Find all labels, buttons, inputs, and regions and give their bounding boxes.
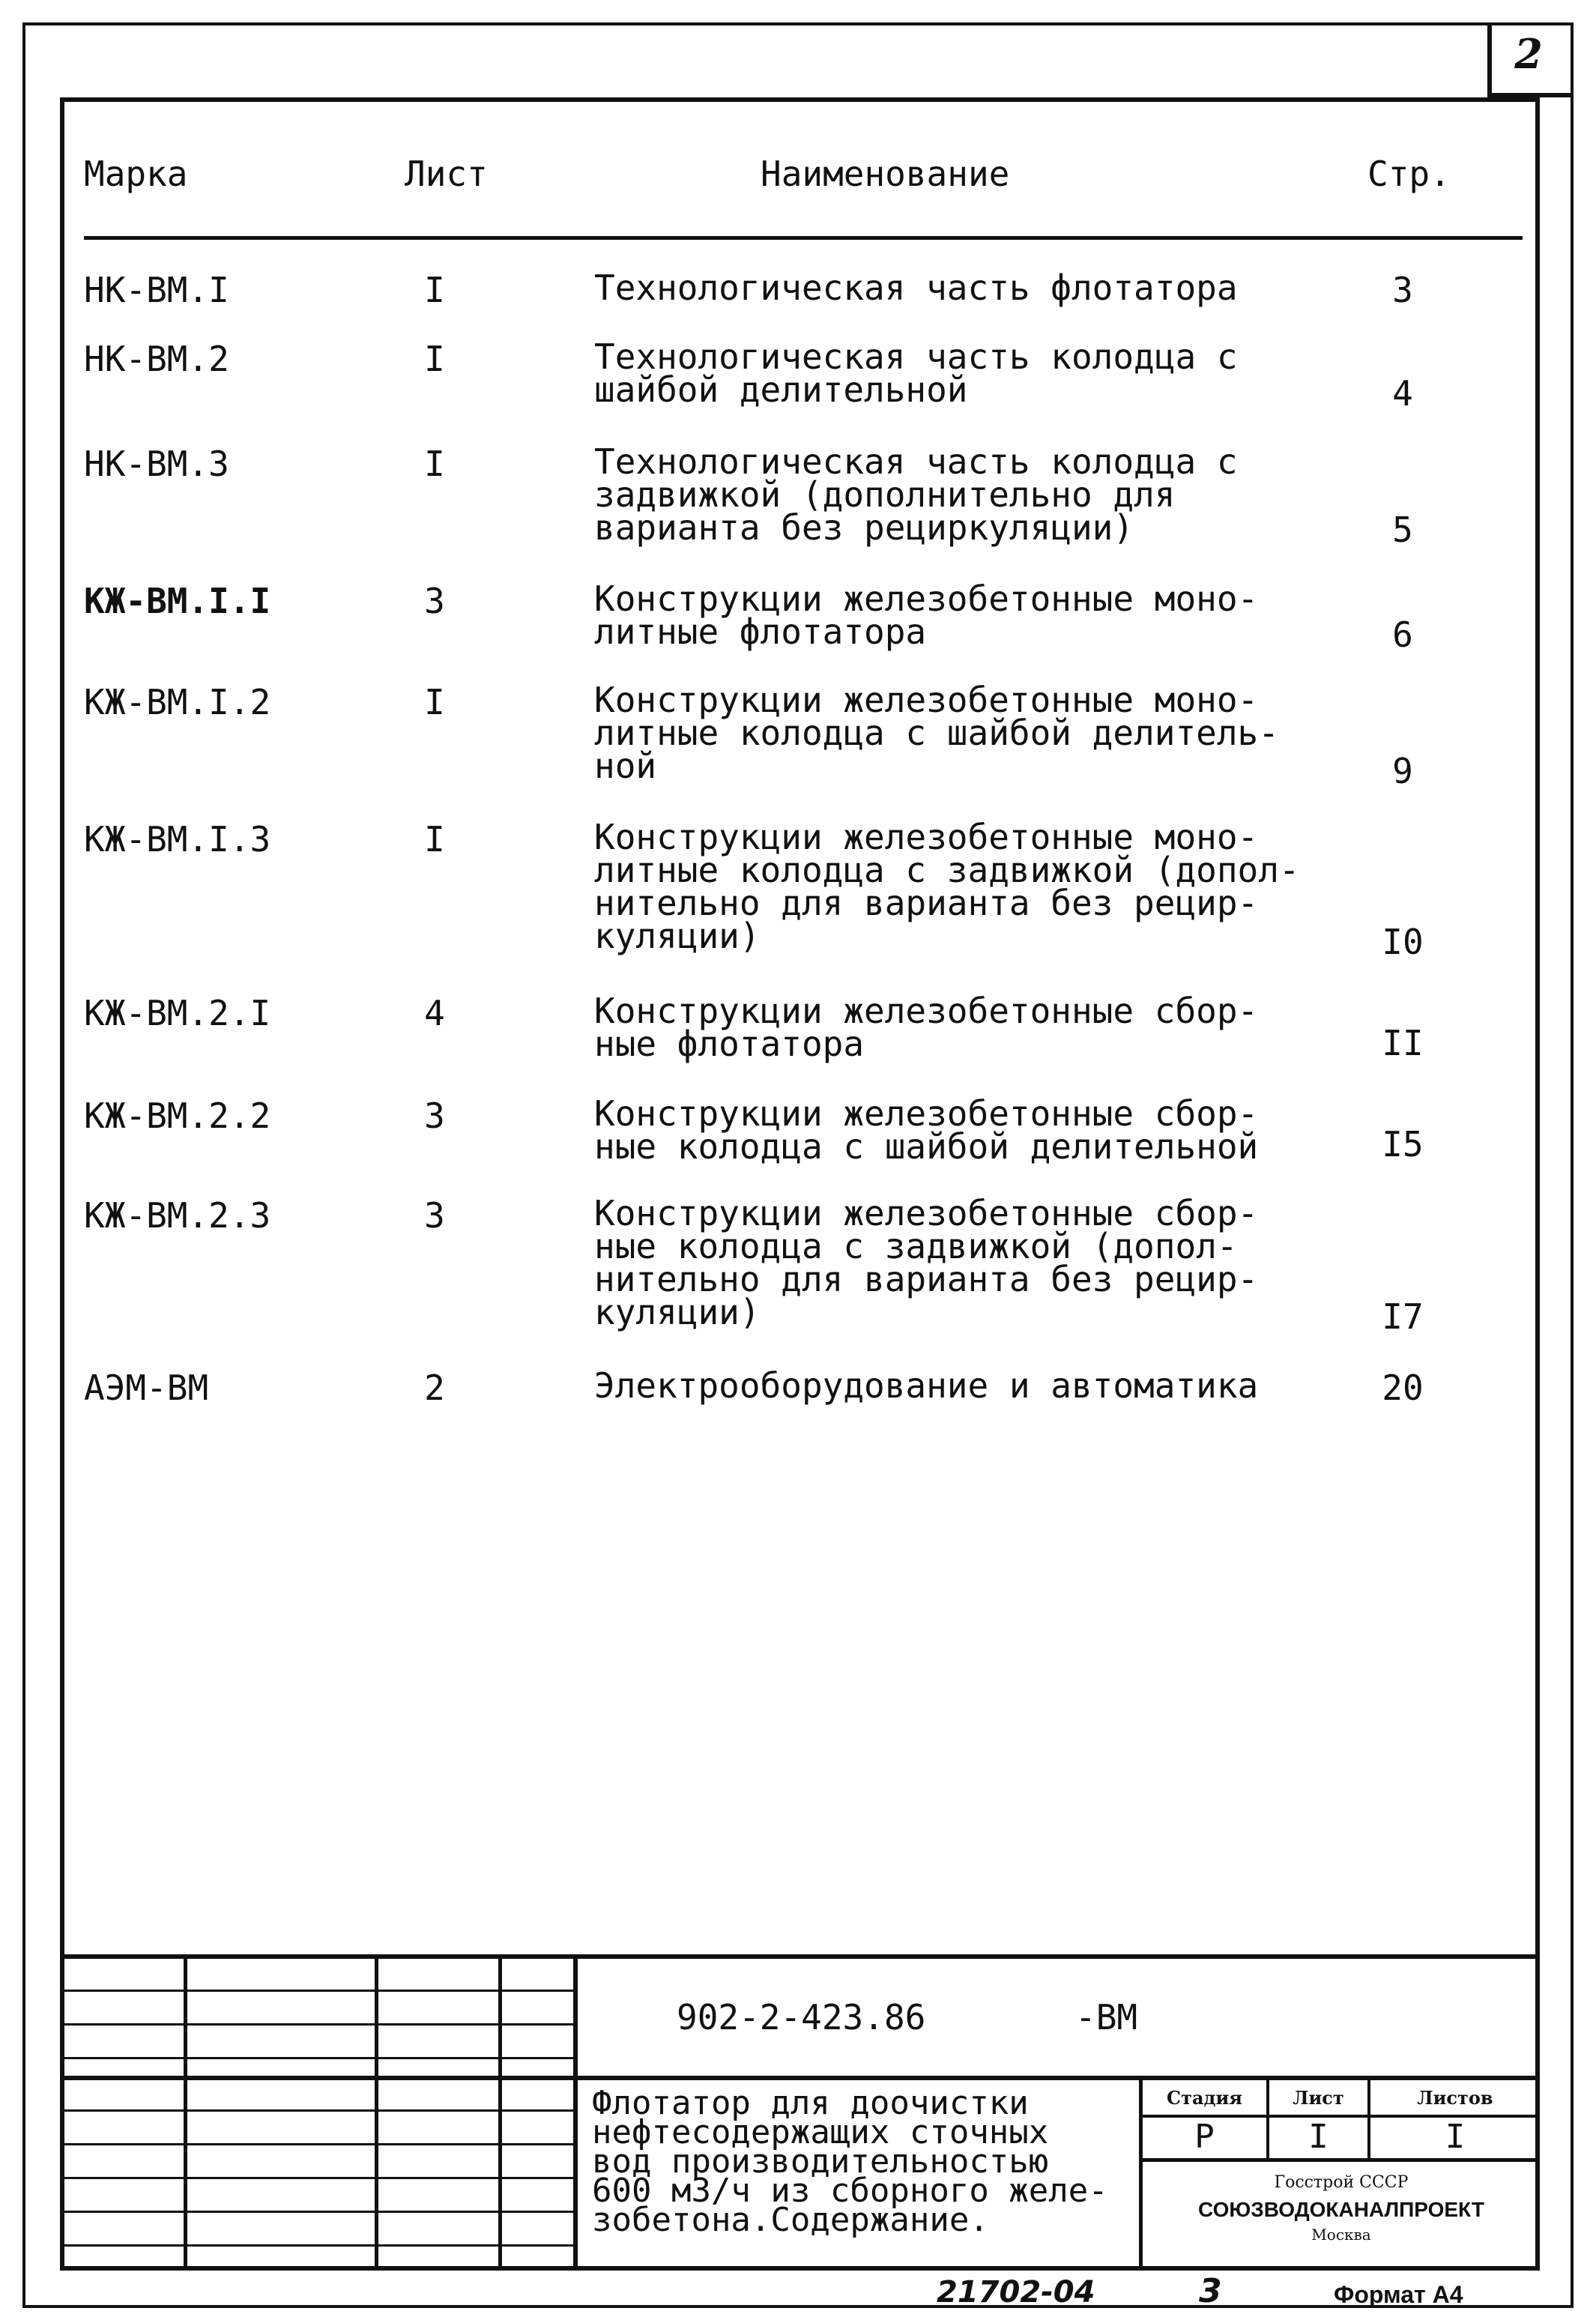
- row-sheet: I: [424, 270, 445, 310]
- row-mark: КЖ-ВМ.I.2: [84, 682, 271, 722]
- doc-suffix: -ВМ: [1075, 1997, 1138, 2037]
- sheet-value: I: [1308, 2118, 1329, 2156]
- org-line1: Госстрой СССР: [1274, 2173, 1409, 2192]
- grid-vline: [498, 1954, 502, 2271]
- row-name: Конструкции железобетонные сбор- ные колодца с задвижкой (допол- нительно для варианта без рецир- куляции): [594, 1193, 1259, 1332]
- inner-frame: [60, 97, 1540, 2271]
- header-divider: [84, 236, 1523, 240]
- grid-vline: [375, 1954, 378, 2271]
- grid-hline: [60, 1990, 577, 1992]
- row-mark: КЖ-ВМ.2.I: [84, 993, 271, 1033]
- row-mark: КЖ-ВМ.I.3: [84, 819, 271, 860]
- row-sheet: I: [424, 819, 445, 860]
- inventory-number: 21702-04: [937, 2275, 1095, 2310]
- stamp-hline: [1139, 2158, 1540, 2162]
- row-page: 6: [1392, 614, 1413, 655]
- grid-hline: [60, 2244, 577, 2247]
- row-sheet: 3: [424, 1195, 445, 1236]
- sheet-label: Лист: [1293, 2087, 1344, 2109]
- row-name: Конструкции железобетонные сбор- ные флотатора: [594, 991, 1259, 1064]
- row-mark: НК-ВМ.3: [84, 444, 229, 484]
- header-page: Стр.: [1367, 154, 1451, 194]
- page-number: 2: [1514, 30, 1543, 78]
- grid-vline: [573, 1954, 578, 2271]
- row-page: I5: [1382, 1124, 1424, 1164]
- header-mark: Марка: [84, 154, 188, 194]
- row-name: Технологическая часть колодца с задвижкой (дополнительно для варианта без рециркуляции): [594, 441, 1238, 548]
- row-page: I0: [1382, 922, 1424, 962]
- copy-number: 3: [1199, 2272, 1222, 2310]
- row-mark: КЖ-ВМ.2.2: [84, 1096, 271, 1136]
- row-page: I7: [1382, 1296, 1424, 1337]
- row-sheet: I: [424, 682, 445, 722]
- row-mark: АЭМ-ВМ: [84, 1368, 209, 1408]
- row-page: 9: [1392, 751, 1413, 791]
- row-name: Технологическая часть флотатора: [594, 268, 1238, 308]
- row-name: Конструкции железобетонные моно- литные колодца с задвижкой (допол- нительно для варианта без рецир- куляции): [594, 817, 1300, 956]
- row-sheet: 2: [424, 1368, 445, 1408]
- row-name: Конструкции железобетонные моно- литные флотатора: [594, 579, 1259, 652]
- row-page: II: [1382, 1023, 1424, 1063]
- grid-hline: [60, 2177, 577, 2179]
- row-mark: НК-ВМ.2: [84, 339, 229, 379]
- doc-code: 902-2-423.86: [677, 1997, 926, 2037]
- format-label: Формат А4: [1334, 2281, 1463, 2308]
- row-sheet: I: [424, 339, 445, 379]
- stage-label: Стадия: [1166, 2087, 1243, 2109]
- org-line2: СОЮЗВОДОКАНАЛПРОЕКТ: [1198, 2198, 1484, 2221]
- grid-vline: [184, 1954, 187, 2271]
- grid-hline: [60, 2057, 577, 2059]
- row-mark: КЖ-ВМ.2.3: [84, 1195, 271, 1236]
- row-mark: КЖ-ВМ.I.I: [84, 581, 271, 621]
- grid-hline: [60, 2109, 577, 2112]
- row-sheet: 3: [424, 581, 445, 621]
- row-page: 20: [1382, 1368, 1424, 1408]
- row-name: Конструкции железобетонные моно- литные колодца с шайбой делитель- ной: [594, 680, 1279, 786]
- stamp-top-border: [60, 1954, 1540, 1959]
- org-line3: Москва: [1311, 2226, 1371, 2244]
- stage-value: Р: [1194, 2118, 1215, 2156]
- grid-hline: [60, 2143, 577, 2145]
- row-name: Конструкции железобетонные сбор- ные колодца с шайбой делительной: [594, 1093, 1259, 1167]
- doc-description: Флотатор для доочистки нефтесодержащих сточных вод производительностью 600 м3/ч из сборного желе- зобетона.Содержание.: [592, 2084, 1108, 2239]
- row-page: 5: [1392, 510, 1413, 550]
- row-name: Электрооборудование и автоматика: [594, 1365, 1259, 1406]
- row-page: 4: [1392, 373, 1413, 414]
- header-name: Наименование: [761, 154, 1010, 194]
- row-name: Технологическая часть колодца с шайбой делительной: [594, 336, 1238, 410]
- row-page: 3: [1392, 270, 1413, 310]
- sheets-label: Листов: [1417, 2087, 1493, 2109]
- grid-hline: [60, 2211, 577, 2213]
- row-sheet: 3: [424, 1096, 445, 1136]
- grid-hline: [60, 2023, 577, 2026]
- sheets-value: I: [1445, 2118, 1466, 2156]
- header-sheet: Лист: [405, 154, 488, 194]
- row-sheet: 4: [424, 993, 445, 1033]
- grid-hline: [60, 2076, 1540, 2080]
- row-mark: НК-ВМ.I: [84, 270, 229, 310]
- row-sheet: I: [424, 444, 445, 484]
